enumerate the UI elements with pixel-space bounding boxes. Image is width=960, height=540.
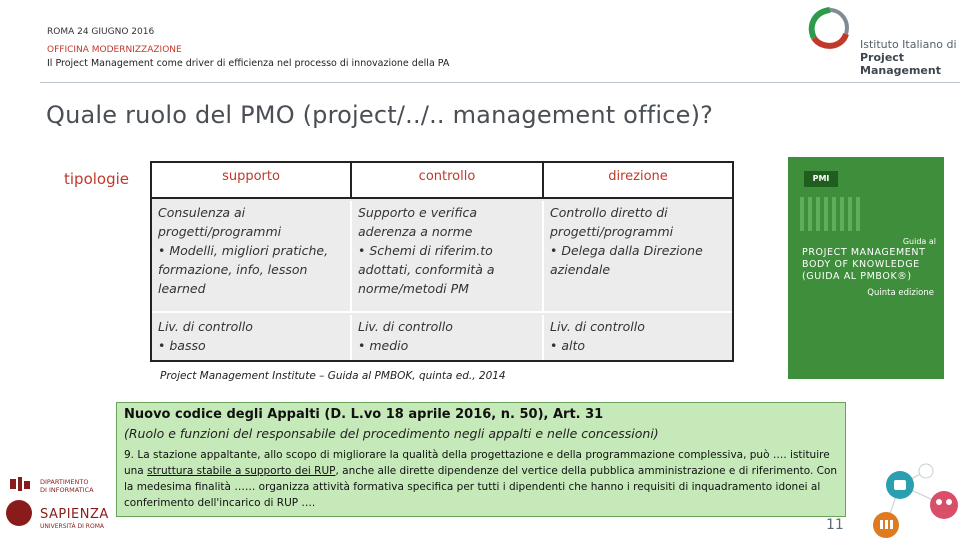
- law-body-b: , anche alle dirette dipendenze del vertice della pubblica amministrazione e di riferimento. Con la medesima finalità …… organizza attività formativa specifica per tutti i dipendenti che hanno i requisiti di inquadramento idonei al conferimento dell'incarico di RUP ….: [124, 465, 838, 509]
- page-number: 11: [826, 517, 844, 533]
- cell-direzione-level: Liv. di controllo • alto: [550, 319, 645, 353]
- cell-controllo-desc: Supporto e verifica aderenza a norme • Schemi di riferim.to adottati, conformità a norme/metodi PM: [352, 201, 544, 311]
- users-icon: [930, 491, 958, 519]
- sapienza-seal-icon: [6, 500, 32, 526]
- department-mark-icon: [10, 477, 30, 491]
- header-date: ROMA 24 GIUGNO 2016: [47, 27, 155, 37]
- col-header-controllo: controllo: [352, 163, 544, 197]
- col-header-direzione: direzione: [544, 163, 732, 197]
- table-divider: [152, 197, 732, 199]
- network-node-icon: [919, 464, 933, 478]
- pmbok-book-cover: [788, 157, 944, 379]
- ispm-logo-mark-icon: [800, 4, 860, 70]
- pmi-logo: PMI: [804, 171, 838, 187]
- law-subheading: (Ruolo e funzioni del responsabile del procedimento negli appalti e nelle concessioni): [124, 426, 659, 441]
- law-heading: Nuovo codice degli Appalti (D. L.vo 18 aprile 2016, n. 50), Art. 31: [124, 407, 604, 422]
- university-name: SAPIENZA: [40, 507, 109, 522]
- ispm-logo-text: [860, 38, 960, 77]
- header-subtitle: Il Project Management come driver di efficienza nel processo di innovazione della PA: [47, 58, 450, 69]
- cell-direzione-desc: Controllo diretto di progetti/programmi • Delega dalla Direzione aziendale: [550, 205, 703, 277]
- header-office: OFFICINA MODERNIZZAZIONE: [47, 45, 182, 55]
- law-body: [124, 447, 842, 511]
- decorative-network-icons: [856, 455, 960, 540]
- table-caption: Project Management Institute – Guida al PMBOK, quinta ed., 2014: [160, 370, 506, 382]
- book-pattern-icon: [800, 197, 890, 231]
- logo-line1: Istituto Italiano di: [860, 38, 957, 51]
- pmo-types-table: [150, 161, 734, 362]
- law-body-underlined: struttura stabile a supporto dei RUP: [147, 465, 336, 477]
- sapienza-department-logo: [0, 465, 110, 540]
- law-body-a: 9. La stazione appaltante, allo scopo di migliorare la qualità della progettazione e della programmazione complessiva, può …. istituire una: [124, 449, 830, 477]
- logo-line2: Project Management: [860, 51, 941, 77]
- book-title: PROJECT MANAGEMENT BODY OF KNOWLEDGE (GUIDA AL PMBOK®): [802, 247, 926, 282]
- cell-supporto-level: Liv. di controllo • basso: [152, 315, 352, 360]
- row-label-tipologie: tipologie: [64, 170, 130, 188]
- header-divider: [40, 82, 960, 83]
- department-name: DIPARTIMENTO DI INFORMATICA: [40, 478, 94, 494]
- slide-title: Quale ruolo del PMO (project/../.. management office)?: [46, 101, 714, 129]
- ispm-logo: [800, 4, 960, 77]
- book-guide-label: Guida al: [902, 237, 936, 246]
- law-excerpt-box: [116, 402, 846, 517]
- table-row-divider: [152, 311, 732, 313]
- col-header-supporto: supporto: [152, 163, 352, 197]
- cell-supporto-desc: Consulenza ai progetti/programmi • Modelli, migliori pratiche, formazione, info, lesson learned: [152, 201, 352, 311]
- university-subname: UNIVERSITÀ DI ROMA: [40, 523, 104, 530]
- book-edition: Quinta edizione: [867, 288, 934, 298]
- cell-controllo-level: Liv. di controllo • medio: [352, 315, 544, 360]
